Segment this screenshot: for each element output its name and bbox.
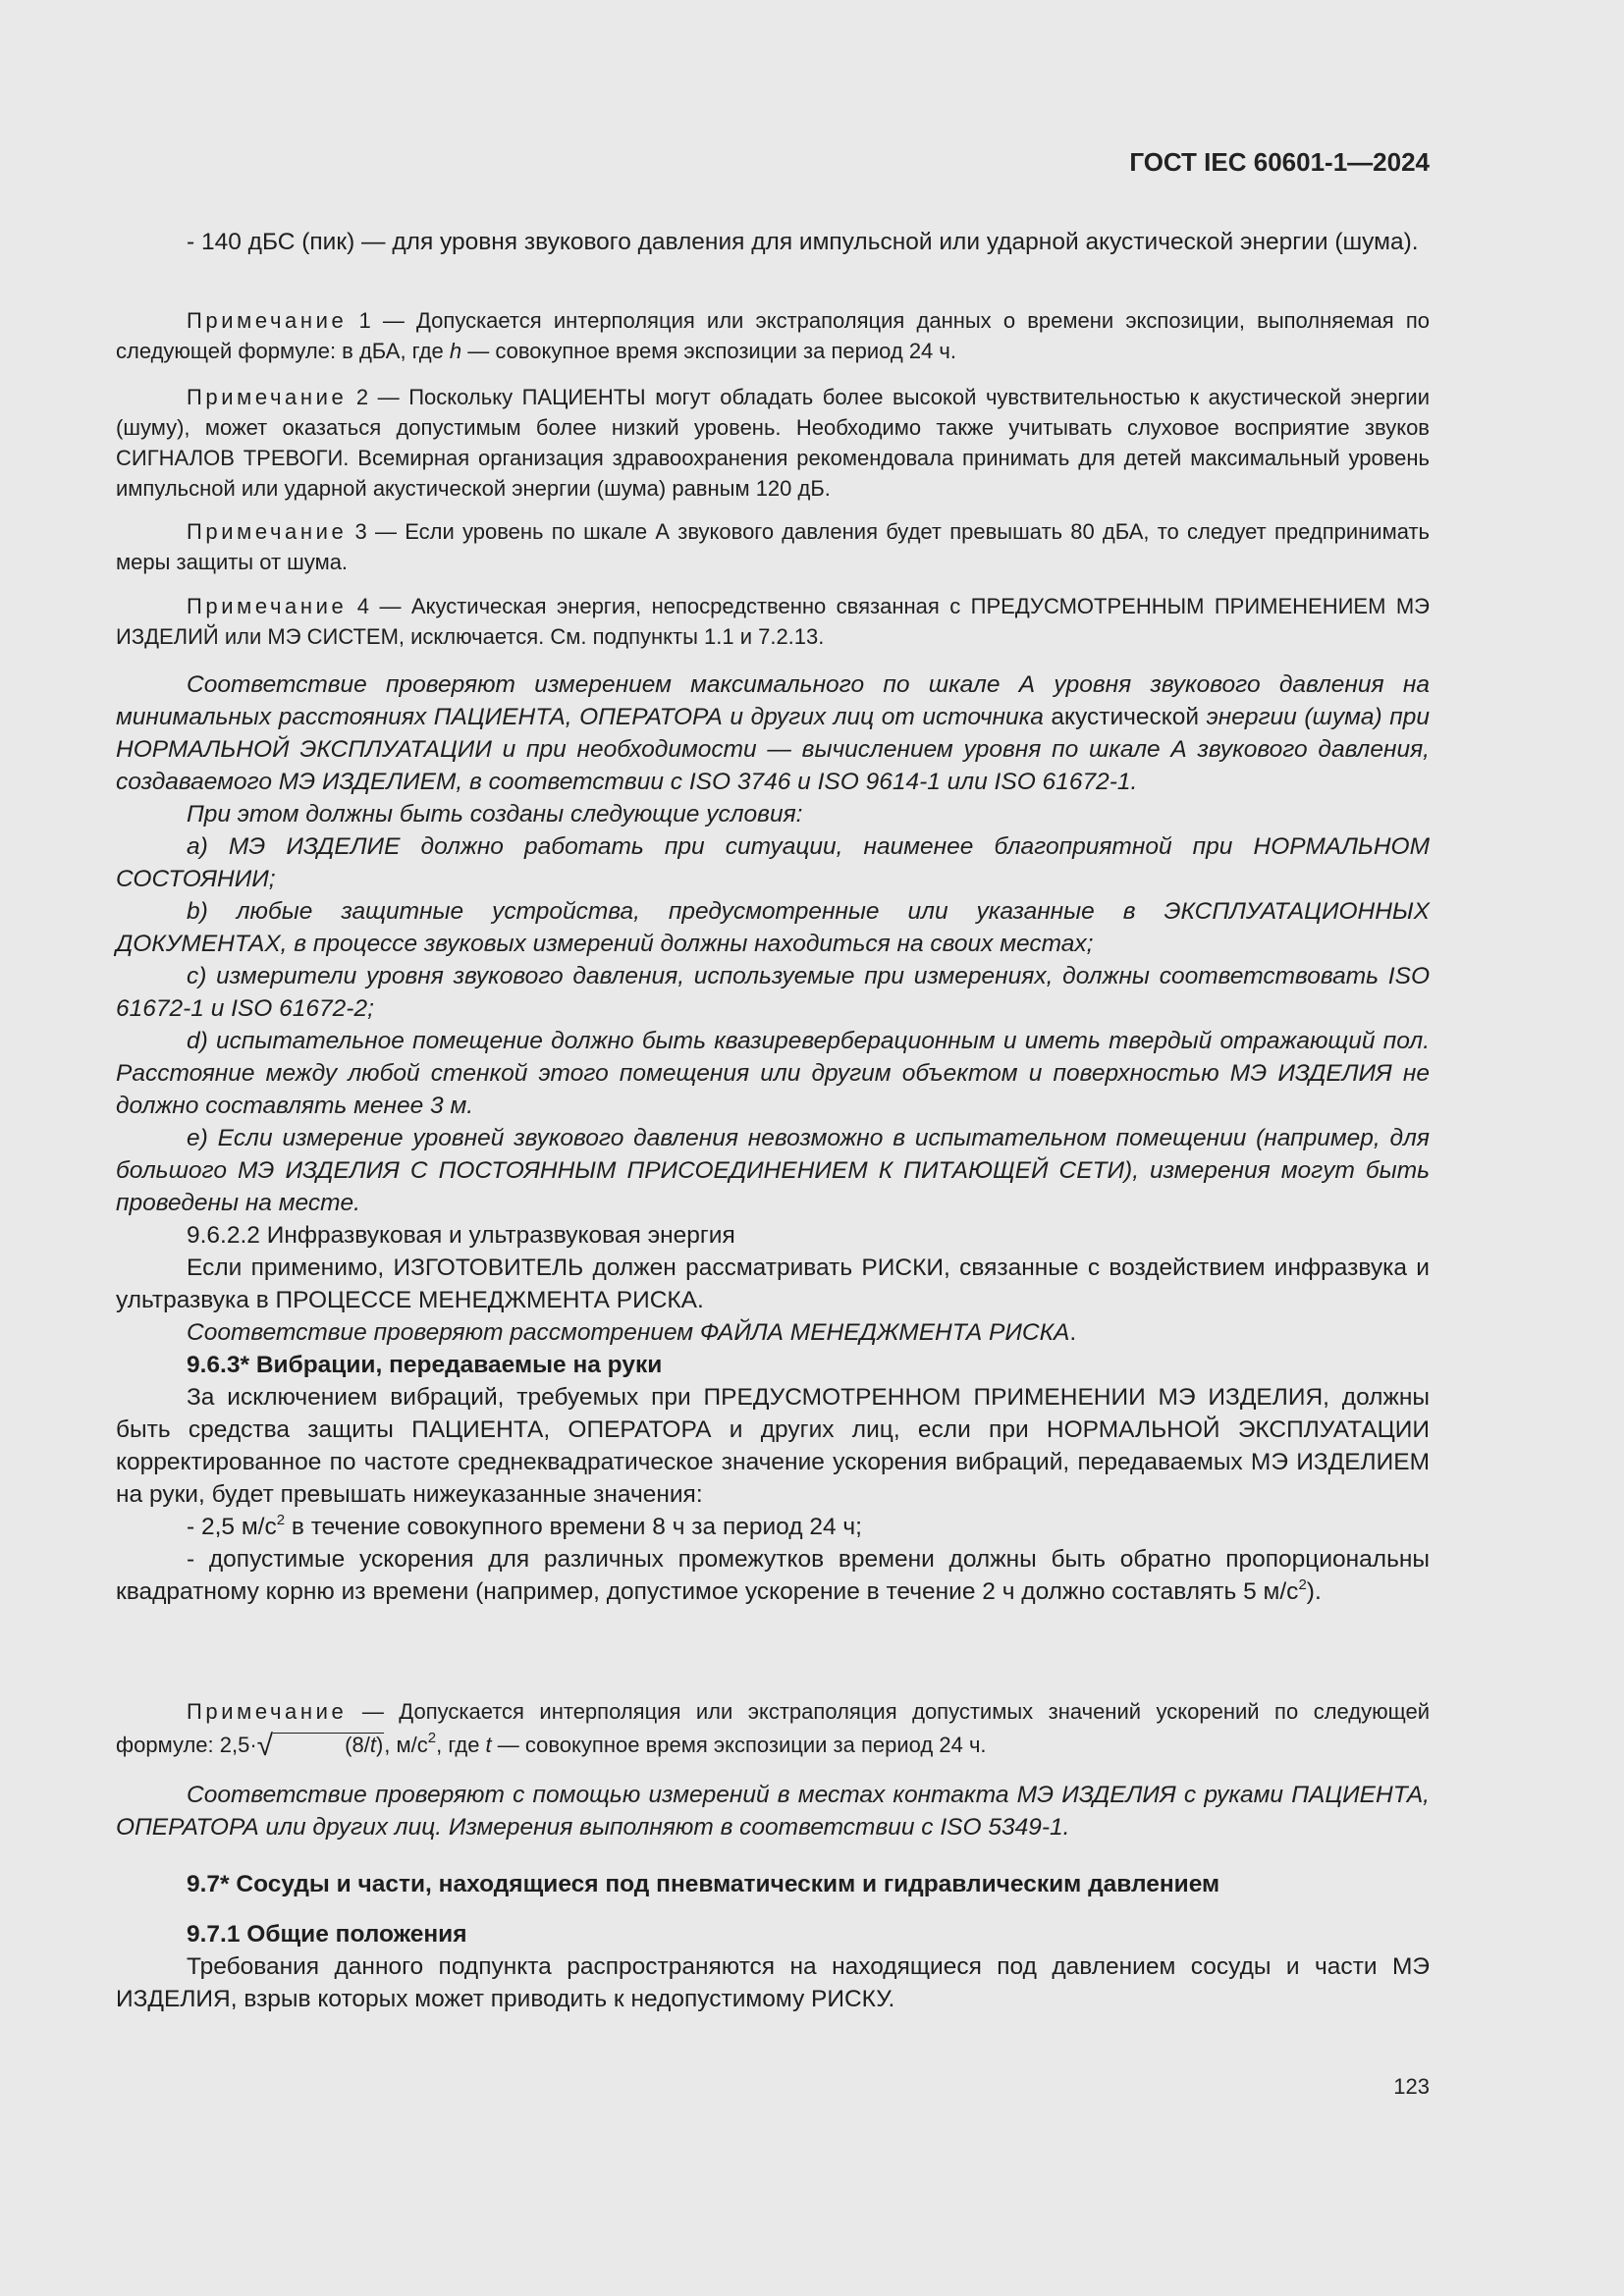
note-label: Примечание [187, 519, 348, 544]
section-9-6-2-2-compliance: Соответствие проверяют рассмотрением ФАЙЛА МЕНЕДЖМЕНТА РИСКА. [187, 1319, 1077, 1346]
condition-e: e) Если измерение уровней звукового давления невозможно в испытательном помещении (например, для большого МЭ ИЗДЕЛИЯ С ПОСТОЯННЫМ ПРИСОЕДИНЕНИЕМ К ПИТАЮЩЕЙ СЕТИ), измерения могут быть проведены на месте. [116, 1125, 1430, 1216]
note-label: Примечание [187, 308, 348, 333]
section-9-6-3-text: За исключением вибраций, требуемых при ПРЕДУСМОТРЕННОМ ПРИМЕНЕНИИ МЭ ИЗДЕЛИЯ, должны быть средства защиты ПАЦИЕНТА, ОПЕРАТОРА и других лиц, если при НОРМАЛЬНОЙ ЭКСПЛУАТАЦИИ корректированное по частоте среднеквадратическое значение ускорения вибраций, передаваемых МЭ ИЗДЕЛИЕМ на руки, будет превышать нижеуказанные значения: [116, 1384, 1430, 1508]
section-9-6-2-2-text: Если применимо, ИЗГОТОВИТЕЛЬ должен рассматривать РИСКИ, связанные с воздействием инфразвука и ультразвука в ПРОЦЕССЕ МЕНЕДЖМЕНТА РИСКА. [116, 1255, 1430, 1313]
compliance-block-acoustic [116, 668, 1430, 1608]
condition-a: a) МЭ ИЗДЕЛИЕ должно работать при ситуации, наименее благоприятной при НОРМАЛЬНОМ СОСТОЯНИИ; [116, 833, 1430, 892]
conditions-intro: При этом должны быть созданы следующие условия: [187, 801, 803, 828]
dash-item-1: - 2,5 $м/с^2$ в течение совокупного времени 8 ч за период 24 ч; [187, 1512, 862, 1540]
page-number: 123 [1393, 2074, 1430, 2099]
note-label: Примечание [187, 594, 348, 618]
note-4: Примечание 4 — Акустическая энергия, непосредственно связанная с ПРЕДУСМОТРЕННЫМ ПРИМЕНЕНИЕМ МЭ ИЗДЕЛИЙ или МЭ СИСТЕМ, исключается. См. подпункты 1.1 и 7.2.13. [116, 594, 1430, 649]
condition-d: d) испытательное помещение должно быть квазиреверберационным и иметь твердый отражающий пол. Расстояние между любой стенкой этого помещения или другим объектом и поверхностью МЭ ИЗДЕЛИЯ не должно составлять менее 3 м. [116, 1028, 1430, 1119]
section-9-7-1-heading: 9.7.1 Общие положения [187, 1921, 467, 1948]
sqrt-argument: (8/t) [273, 1733, 384, 1757]
section-9-7-heading: 9.7* Сосуды и части, находящиеся под пневматическим и гидравлическим давлением [187, 1871, 1220, 1897]
condition-b: b) любые защитные устройства, предусмотренные или указанные в ЭКСПЛУАТАЦИОННЫХ ДОКУМЕНТАХ, в процессе звуковых измерений должны находиться на своих местах; [116, 898, 1430, 957]
section-9-6-3-heading: 9.6.3* Вибрации, передаваемые на руки [187, 1352, 663, 1378]
note-label: Примечание [187, 385, 348, 409]
compliance-paragraph: Соответствие проверяют измерением максимального по шкале А уровня звукового давления на минимальных расстояниях ПАЦИЕНТА, ОПЕРАТОРА и других лиц от источника акустической энергии (шума) при НОРМАЛЬНОЙ ЭКСПЛУАТАЦИИ и при необходимости — вычислением уровня по шкале А звукового давления, создаваемого МЭ ИЗДЕЛИЕМ, в соответствии с ISO 3746 и ISO 9614-1 или ISO 61672-1. [116, 671, 1430, 795]
note-1: Примечание 1 — Допускается интерполяция или экстраполяция данных о времени экспозиции, выполняемая по следующей формуле: в дБА, где h — совокупное время экспозиции за период 24 ч. [116, 308, 1430, 363]
section-9-6-2-2-heading: 9.6.2.2 Инфразвуковая и ультразвуковая энергия [187, 1222, 735, 1249]
note-5: Примечание — Допускается интерполяция или экстраполяция допустимых значений ускорений по следующей формуле: 2,5·√ (8/t), $м/с^2$, где t — совокупное время экспозиции за период 24 ч. [116, 1699, 1430, 1762]
dash-item-2: - допустимые ускорения для различных промежутков времени должны быть обратно пропорциональны квадратному корню из времени (например, допустимое ускорение в течение 2 ч должно составлять 5 $м/с^2$). [116, 1546, 1430, 1605]
condition-c: c) измерители уровня звукового давления, используемые при измерениях, должны соответствовать ISO 61672-1 и ISO 61672-2; [116, 963, 1430, 1022]
note-label: Примечание [187, 1699, 348, 1724]
section-9-7-1-text: Требования данного подпункта распространяются на находящиеся под давлением сосуды и части МЭ ИЗДЕЛИЯ, взрыв которых может приводить к недопустимому РИСКУ. [116, 1953, 1430, 2012]
section-9-6-3-compliance: Соответствие проверяют с помощью измерений в местах контакта МЭ ИЗДЕЛИЯ с руками ПАЦИЕНТА, ОПЕРАТОРА или других лиц. Измерения выполняют в соответствии с ISO 5349-1. [116, 1782, 1430, 1841]
note-2: Примечание 2 — Поскольку ПАЦИЕНТЫ могут обладать более высокой чувствительностью к акустической энергии (шуму), может оказаться допустимым более низкий уровень. Необходимо также учитывать слуховое восприятие звуков СИГНАЛОВ ТРЕВОГИ. Всемирная организация здравоохранения рекомендовала принимать для детей максимальный уровень импульсной или ударной акустической энергии (шума) равным 120 дБ. [116, 385, 1430, 501]
note-3: Примечание 3 — Если уровень по шкале А звукового давления будет превышать 80 дБА, то следует предпринимать меры защиты от шума. [116, 519, 1430, 574]
sqrt-icon: √ [256, 1730, 274, 1762]
paragraph-140dbc: - 140 дБС (пик) — для уровня звукового давления для импульсной или ударной акустической энергии (шума). [187, 229, 1419, 255]
document-header: ГОСТ IEC 60601-1—2024 [1129, 147, 1430, 177]
